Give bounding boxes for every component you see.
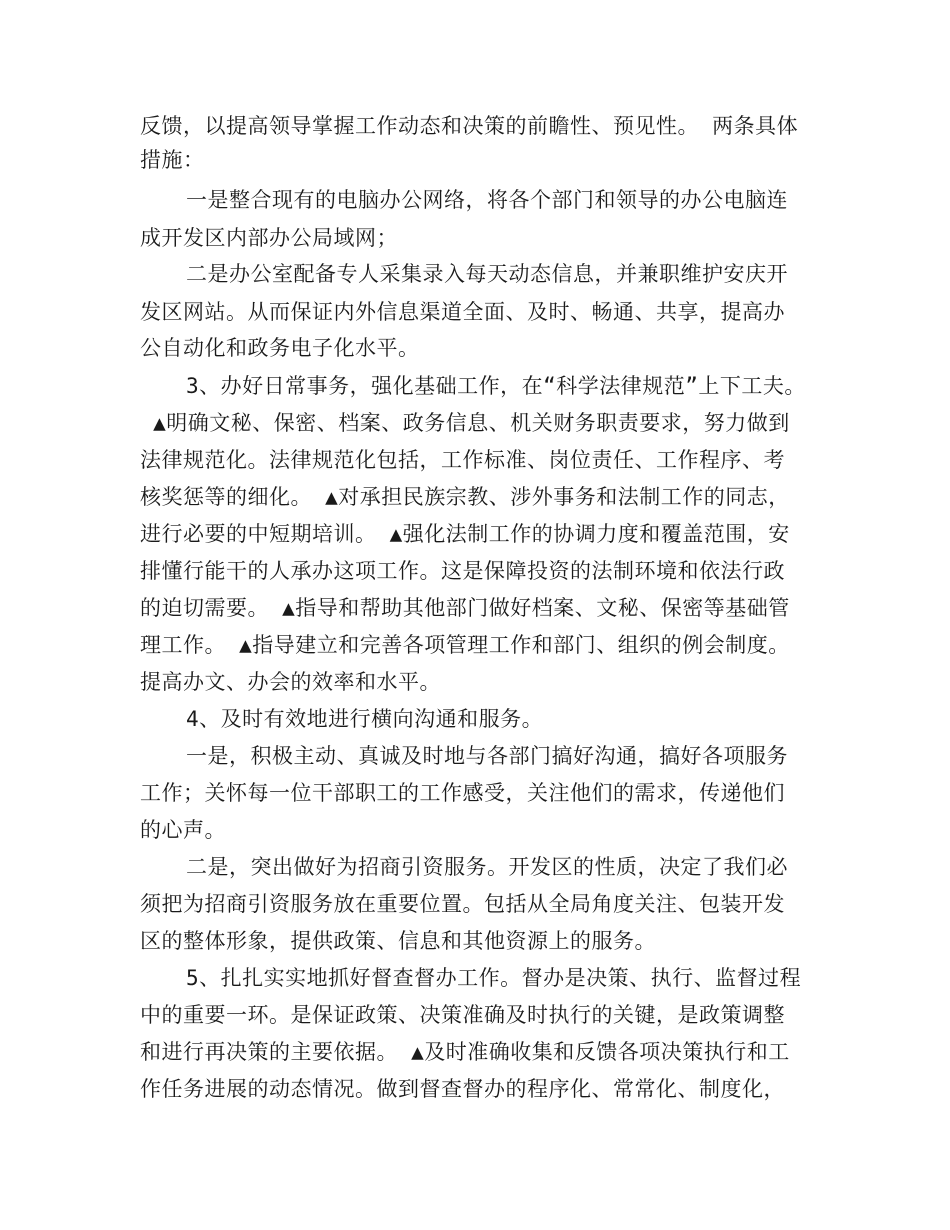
text-line: 工作；关怀每一位干部职工的工作感受，关注他们的需求，传递他们 xyxy=(140,781,785,805)
text-line: 提高办文、办会的效率和水平。 xyxy=(140,670,441,694)
text-line: 中的重要一环。是保证政策、决策准确及时执行的关键，是政策调整 xyxy=(140,1003,785,1027)
text-line: 公自动化和政务电子化水平。 xyxy=(140,336,420,360)
text-line: 排懂行能干的人承办这项工作。这是保障投资的法制环境和依法行政 xyxy=(140,559,785,583)
text-line: 核奖惩等的细化。 ▲对承担民族宗教、涉外事务和法制工作的同志， xyxy=(140,485,790,509)
paragraph-first-line: 二是办公室配备专人采集录入每天动态信息，并兼职维护安庆开 xyxy=(186,262,788,286)
paragraph-first-line: 一是，积极主动、真诚及时地与各部门搞好沟通，搞好各项服务 xyxy=(186,744,788,768)
text-line: 成开发区内部办公局域网； xyxy=(140,226,398,250)
paragraph-first-line: 5、扎扎实实地抓好督查督办工作。督办是决策、执行、监督过程 xyxy=(186,966,802,990)
text-line: 反馈，以提高领导掌握工作动态和决策的前瞻性、预见性。 两条具体 xyxy=(140,114,799,138)
paragraph-first-line: 一是整合现有的电脑办公网络，将各个部门和领导的办公电脑连 xyxy=(186,188,788,212)
text-line: 作任务进展的动态情况。做到督查督办的程序化、常常化、制度化， xyxy=(140,1077,785,1101)
text-line: 理工作。 ▲指导建立和完善各项管理工作和部门、组织的例会制度。 xyxy=(140,633,790,657)
text-line: 进行必要的中短期培训。 ▲强化法制工作的协调力度和覆盖范围，安 xyxy=(140,522,790,546)
text-line: 法律规范化。法律规范化包括，工作标准、岗位责任、工作程序、考 xyxy=(140,448,785,472)
text-line: 区的整体形象，提供政策、信息和其他资源上的服务。 xyxy=(140,929,656,953)
text-line: 发区网站。从而保证内外信息渠道全面、及时、畅通、共享，提高办 xyxy=(140,300,785,324)
text-line: ▲明确文秘、保密、档案、政务信息、机关财务职责要求，努力做到 xyxy=(140,411,790,435)
text-line: 的心声。 xyxy=(140,818,226,842)
paragraph-first-line: 二是，突出做好为招商引资服务。开发区的性质，决定了我们必 xyxy=(186,855,788,879)
text-line: 须把为招商引资服务放在重要位置。包括从全局角度关注、包装开发 xyxy=(140,892,785,916)
paragraph-first-line: 3、办好日常事务，强化基础工作，在“科学法律规范”上下工夫。 xyxy=(186,374,806,398)
paragraph-first-line: 4、及时有效地进行横向沟通和服务。 xyxy=(186,707,544,731)
text-line: 措施： xyxy=(140,148,205,172)
text-line: 和进行再决策的主要依据。 ▲及时准确收集和反馈各项决策执行和工 xyxy=(140,1040,790,1064)
text-line: 的迫切需要。 ▲指导和帮助其他部门做好档案、文秘、保密等基础管 xyxy=(140,596,790,620)
